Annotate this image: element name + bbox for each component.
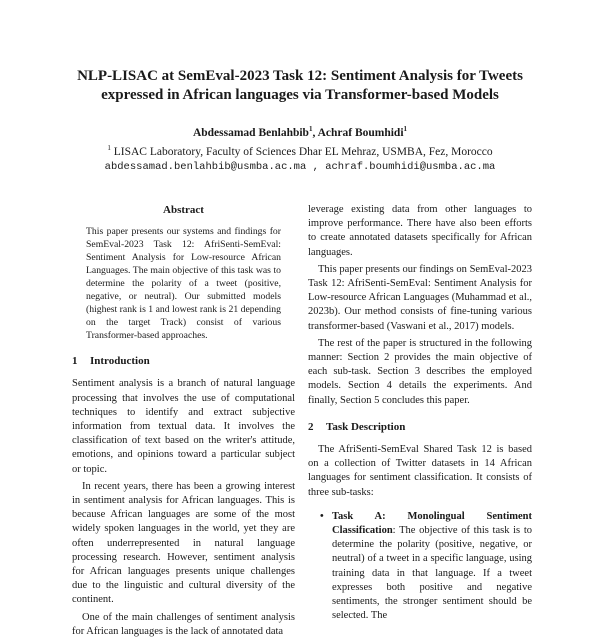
intro-paragraph-2: In recent years, there has been a growing interest in sentiment analysis for African languages. This is because African languages are some of the most widely spoken languages in the world, yet they are often underrepresented in natural language processing research. However, sentiment analysis for African languages presents unique challenges due to the linguistic and cultural diversity of the continent. [72, 480, 295, 606]
right-column [308, 203, 532, 623]
title-line-2: expressed in African languages via Transformer-based Models [101, 87, 499, 103]
author-block [40, 122, 560, 175]
author-2: Achraf Boumhidi [317, 126, 404, 139]
section-2-heading [308, 420, 532, 434]
task-a-bullet [308, 510, 532, 624]
section-1-title: Introduction [90, 355, 150, 368]
author-emails: abdessamad.benlahbib@usmba.ac.ma , achraf.boumhidi@usmba.ac.ma [104, 160, 496, 173]
left-column [72, 203, 295, 639]
author-1: Abdessamad Benlahbib [192, 126, 309, 139]
affiliation-sup: 1 [107, 143, 111, 152]
affiliation-text: LISAC Laboratory, Faculty of Sciences Dhar EL Mehraz, USMBA, Fez, Morocco [113, 145, 493, 158]
task-paragraph-1: The AfriSenti-SemEval Shared Task 12 is based on a collection of Twitter datasets in 14 African languages for sentiment classification. It consists of three sub-tasks: [308, 444, 532, 498]
intro-paragraph-3: One of the main challenges of sentiment analysis for African languages is the lack of annotated data [72, 611, 295, 637]
author-names: Abdessamad Benlahbib$^1$, Achraf Boumhidi$^1$ [192, 125, 408, 139]
affiliation [40, 141, 560, 160]
section-1-number: 1 [72, 355, 78, 368]
section-1-heading [72, 354, 295, 368]
intro-paragraph-1: Sentiment analysis is a branch of natural language processing that involves the use of computational techniques to identify and extract subjective information from textual data. It involves the classification of text based on the writer's attitude, emotions, and opinions toward a particular subject or topic. [72, 378, 295, 475]
paper-title [40, 67, 560, 105]
author-2-sup: 1 [403, 125, 408, 133]
section-2-title: Task Description [326, 420, 406, 433]
task-a-text: : The objective of this task is to determine the polarity (positive, negative, or neutral) of a tweet in a specific language, using training data in that language. If a tweet expresses both positive and negative sentiments, the stronger sentiment should be selected. The [332, 525, 532, 622]
title-line-1: NLP-LISAC at SemEval-2023 Task 12: Sentiment Analysis for Tweets [77, 68, 523, 84]
abstract-heading: Abstract [163, 204, 204, 216]
right-paragraph-1: leverage existing data from other languages to improve performance. There have also been efforts to create annotated datasets specifically for African languages. [308, 204, 532, 258]
right-paragraph-3: The rest of the paper is structured in the following manner: Section 2 provides the main objective of each sub-task. Section 3 describes the employed models. Section 4 details the experiments. And finally, Section 5 concludes this paper. [308, 337, 532, 406]
bullet-marker: • [320, 510, 324, 522]
right-paragraph-2: This paper presents our findings on SemEval-2023 Task 12: AfriSenti-SemEval: Sentiment Analysis for Low-resource African Languages (Muhammad et al., 2023b). Our method consists of fine-tuning various transformer-based (Vaswani et al., 2017) models. [308, 263, 532, 332]
author-1-sup: 1 [308, 125, 313, 133]
abstract-text: This paper presents our systems and findings for SemEval-2023 Task 12: AfriSenti-SemEval: Sentiment Analysis for Low-resource African Languages. The main objective of this task was to determine the polarity of a tweet (positive, negative, or neutral). Our submitted models (highest rank is 1 and lowest rank is 21 depending on the target Track) consist of various Transformer-based approaches. [86, 226, 281, 342]
task-a-title: Task A: Monolingual Sentiment Classification [332, 510, 532, 537]
section-2-number: 2 [308, 420, 314, 433]
